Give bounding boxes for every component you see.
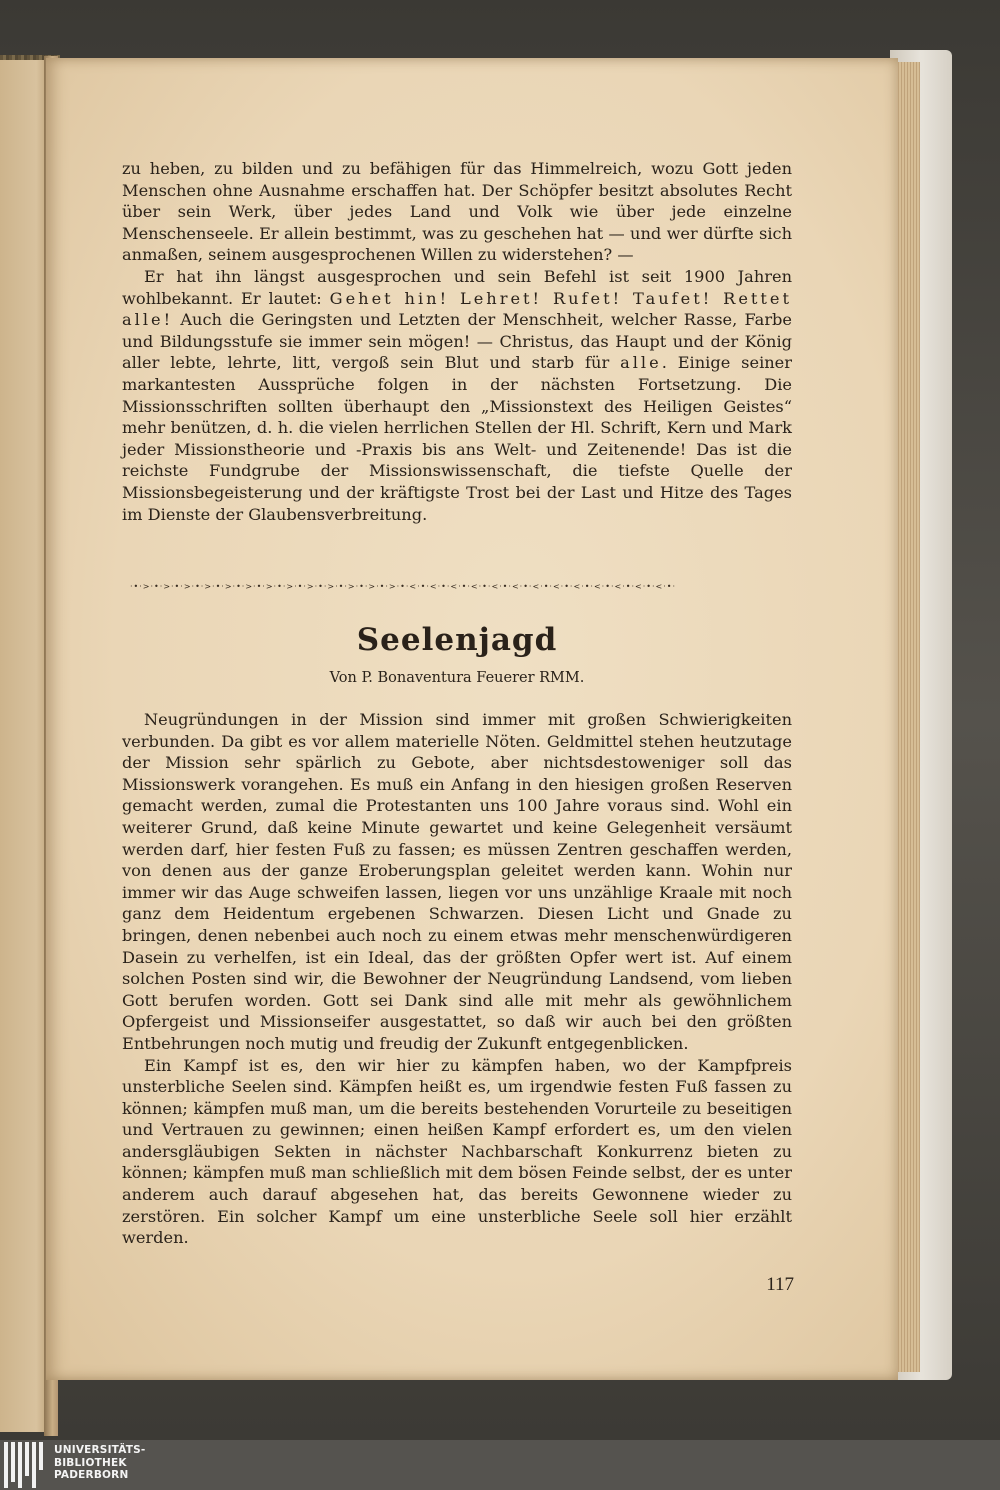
paragraph-2-start: Er hat ihn längst ausgesprochen und sein Befehl ist seit 1900 Jahren wohlbekannt. Er lautet: xyxy=(122,266,792,308)
book-page xyxy=(46,58,898,1380)
article-text-block xyxy=(122,709,792,1249)
paragraph-2-middle: Auch die Geringsten und Letzten der Menschheit, welcher Rasse, Farbe und Bildungsstufe sie immer sein mögen! — Christus, das Haupt und der König aller lebte, lehrte, litt, vergoß sein Blut und starb für xyxy=(122,310,792,373)
article-byline: Von P. Bonaventura Feuerer RMM. xyxy=(329,670,585,686)
paragraph-2 xyxy=(122,266,792,525)
article-title: Seelenjagd xyxy=(356,622,558,658)
logo-line-2: BIBLIOTHEK xyxy=(54,1456,127,1469)
ornamental-divider: ·•·>·•·>·•·>·•·>·•·>·•·>·•·>·•·>·•·>·•·>·•·>·•·>·•·>·•·<·•·<·•·<·•·<·•·<·•·<·•·<·•·<·•·<·•·<·•·<·•·<·•·<·•· xyxy=(130,582,677,591)
emphasis-alle: alle xyxy=(620,353,662,373)
paragraph-1: zu heben, zu bilden und zu befähigen für das Himmelreich, wozu Gott jeden Menschen ohne Ausnahme erschaffen hat. Der Schöpfer besitzt absolutes Recht über sein Werk, über jedes Land und Volk wie über jede einzelne Menschenseele. Er allein bestimmt, was zu geschehen hat — und wer dürfte sich anmaßen, seinem ausgesprochenen Willen zu widerstehen? — xyxy=(122,159,792,265)
article-paragraph-1: Neugründungen in der Mission sind immer mit großen Schwierigkeiten verbunden. Da gibt es vor allem materielle Nöten. Geldmittel stehen heutzutage der Mission sehr spärlich zu Gebote, aber nichtsdestoweniger soll das Missionswerk vorangehen. Es muß ein Anfang in den hiesigen großen Reserven gemacht werden, zumal die Protestanten uns 100 Jahre voraus sind. Wohl ein weiterer Grund, daß keine Minute gewartet und keine Gelegenheit versäumt werden darf, hier festen Fuß zu fassen; es müssen Zentren geschaffen werden, von denen aus der ganze Eroberungsplan geleitet werden kann. Wohin nur immer wir das Auge schweifen lassen, liegen vor uns unzählige Kraale mit noch ganz dem Heidentum ergebenen Schwarzen. Diesen Licht und Gnade zu bringen, denen nebenbei auch noch zu einem etwas mehr menschenwürdigeren Dasein zu verhelfen, ist ein Ideal, das der größten Opfer wert ist. Auf einem solchen Posten sind wir, die Bewohner der Neugründung Landsend, vom lieben Gott berufen worden. Gott sei Dank sind alle mit mehr als gewöhnlichem Opfergeist und Missionseifer ausgestattet, so daß wir auch bei den größten Entbehrungen noch mutig und freudig der Zukunft entgegenblicken. xyxy=(122,710,792,1053)
page-number: 117 xyxy=(766,1274,794,1295)
mission-command: Gehet hin! Lehret! Rufet! Taufet! Rettet alle! xyxy=(122,288,792,330)
logo-line-1: UNIVERSITÄTS- xyxy=(54,1444,146,1456)
library-footer xyxy=(0,1440,1000,1490)
logo-line-3: PADERBORN xyxy=(54,1469,129,1481)
library-logo-icon xyxy=(4,1442,48,1488)
article-paragraph-2: Ein Kampf ist es, den wir hier zu kämpfen haben, wo der Kampfpreis unsterbliche Seelen sind. Kämpfen heißt es, um irgendwie festen Fuß fassen zu können; kämpfen muß man, um die bereits bestehenden Vorurteile zu beseitigen und Vertrauen zu gewinnen; einen heißen Kampf erfordert es, um den vielen andersgläubigen Sekten in nächster Nachbarschaft Konkurrenz bieten zu können; kämpfen muß man schließlich mit dem bösen Feinde selbst, der es unter anderem auch darauf abgesehen hat, das bereits Gewonnene wieder zu zerstören. Ein solcher Kampf um eine unsterbliche Seele soll hier erzählt werden. xyxy=(122,1055,792,1248)
library-logo-text xyxy=(54,1444,145,1482)
paragraph-2-end: . Einige seiner markantesten Aussprüche folgen in der nächsten Fortsetzung. Die Missionsschriften sollten überhaupt den „Missionstext des Heiligen Geistes“ mehr benützen, d. h. die vielen herrlichen Stellen der Hl. Schrift, Kern und Mark jeder Missionstheorie und -Praxis bis ans Welt- und Zeitenende! Das ist die reichste Fundgrube der Missionswissenschaft, die tiefste Quelle der Missionsbegeisterung und der kräftigste Trost bei der Last und Hitze des Tages im Dienste der Glaubensverbreitung. xyxy=(122,353,792,524)
top-text-block xyxy=(122,158,792,525)
